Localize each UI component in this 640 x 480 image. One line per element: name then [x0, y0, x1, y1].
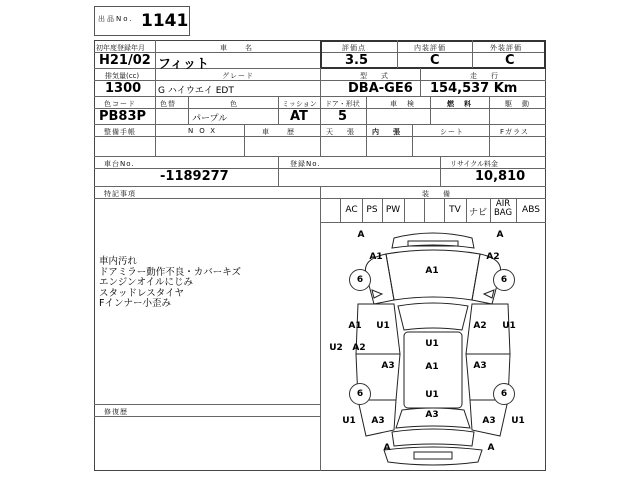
chassis-value: -1189277	[160, 169, 229, 184]
damage-mark: A1	[425, 266, 439, 276]
tire-rear-right: 6	[493, 383, 515, 405]
interior-header: 内張	[372, 128, 414, 136]
damage-mark: A	[383, 443, 391, 453]
first-reg-header: 初年度登録年月	[96, 44, 145, 52]
grade-score-header: 評価点	[342, 44, 366, 52]
damage-mark: A3	[371, 416, 385, 426]
damage-mark: A	[487, 443, 495, 453]
listing-number: 1141	[141, 11, 189, 31]
damage-mark: U2	[329, 343, 343, 353]
damage-mark: A	[357, 230, 365, 240]
car-name-value: フィット	[158, 57, 209, 72]
damage-mark: A1	[369, 252, 383, 262]
seat-header: シート	[440, 128, 464, 136]
mileage-value: 154,537 Km	[430, 81, 518, 96]
tire-rear-left: 6	[349, 383, 371, 405]
color-header: 色	[230, 100, 238, 108]
reg-no-header: 登録No.	[290, 160, 321, 168]
tire-front-right: 6	[493, 269, 515, 291]
repair-header: 修復歴	[104, 408, 128, 416]
transmission-header: ミッション	[282, 100, 317, 108]
history-header: 車歴	[262, 128, 312, 136]
equip-tv: TV	[449, 205, 461, 215]
color-code-header: 色コード	[104, 100, 136, 108]
displacement-value: 1300	[105, 81, 142, 96]
exterior-score-header: 外装評価	[490, 44, 522, 52]
damage-mark: U1	[376, 321, 390, 331]
damage-mark: U1	[342, 416, 356, 426]
damage-mark: A3	[482, 416, 496, 426]
equip-pw: PW	[385, 205, 401, 215]
recycle-header: リサイクル料金	[450, 160, 499, 168]
damage-mark: A	[496, 230, 504, 240]
drive-header: 駆動	[505, 100, 539, 108]
first-reg-value: H21/02	[99, 53, 151, 68]
model-header: 型式	[360, 72, 402, 80]
transmission-value: AT	[290, 109, 308, 124]
recycle-value: 10,810	[475, 169, 526, 184]
color-value: パープル	[192, 114, 228, 124]
remark-line: 車内汚れ	[99, 256, 138, 267]
color-no-header: 色替	[160, 100, 176, 108]
sunroof-header: 天張	[326, 128, 368, 136]
damage-mark: A3	[473, 361, 487, 371]
equip-airbag: AIR BAG	[493, 199, 513, 218]
inspection-header: 車検	[390, 100, 424, 108]
remark-line: スタッドレスタイヤ	[99, 287, 185, 299]
equip-ac: AC	[345, 205, 358, 215]
damage-mark: A1	[348, 321, 362, 331]
damage-mark: A1	[425, 362, 439, 372]
exterior-score-value: C	[505, 53, 515, 68]
damage-mark: A2	[486, 252, 500, 262]
equipment-header: 装備	[422, 190, 464, 198]
damage-mark: U1	[511, 416, 525, 426]
grade-header: グレード	[222, 72, 254, 80]
doors-value: 5	[338, 109, 348, 124]
damage-mark: A2	[352, 343, 366, 353]
equip-ps: PS	[366, 205, 378, 215]
remark-line: エンジンオイルにじみ	[99, 277, 194, 288]
interior-score-value: C	[430, 53, 440, 68]
interior-score-header: 内装評価	[414, 44, 446, 52]
remarks-header: 特記事項	[104, 190, 136, 198]
equip-navi: ナビ	[468, 208, 487, 218]
fuel-header: 燃料	[447, 100, 481, 108]
listing-number-box	[94, 6, 190, 36]
displacement-header: 排気量(cc)	[105, 72, 140, 80]
damage-mark: A2	[473, 321, 487, 331]
damage-mark: A3	[381, 361, 395, 371]
equip-abs: ABS	[522, 205, 540, 215]
nox-header: NOX	[188, 127, 222, 135]
tire-front-left: 6	[349, 269, 371, 291]
manual-header: 整備手帳	[104, 128, 136, 136]
model-value: DBA-GE6	[348, 81, 413, 96]
remarks-list	[99, 257, 241, 310]
remark-line: Fインナー小歪み	[99, 298, 171, 309]
damage-mark: U1	[425, 390, 439, 400]
damage-mark: A3	[425, 410, 439, 420]
chassis-header: 車台No.	[104, 160, 135, 168]
mileage-header: 走行	[470, 72, 512, 80]
remark-line: ドアミラー動作不良・カバーキズ	[99, 266, 242, 278]
damage-mark: U1	[425, 339, 439, 349]
car-name-header: 車名	[220, 44, 270, 52]
damage-mark: U1	[502, 321, 516, 331]
listing-label: 出品No.	[98, 15, 134, 23]
doors-header: ドア・形状	[325, 100, 360, 108]
grade-value: G ハイウエイ EDT	[158, 86, 234, 96]
grade-score-value: 3.5	[345, 53, 369, 68]
f-glass-header: Fガラス	[500, 128, 529, 136]
color-code-value: PB83P	[99, 109, 147, 124]
